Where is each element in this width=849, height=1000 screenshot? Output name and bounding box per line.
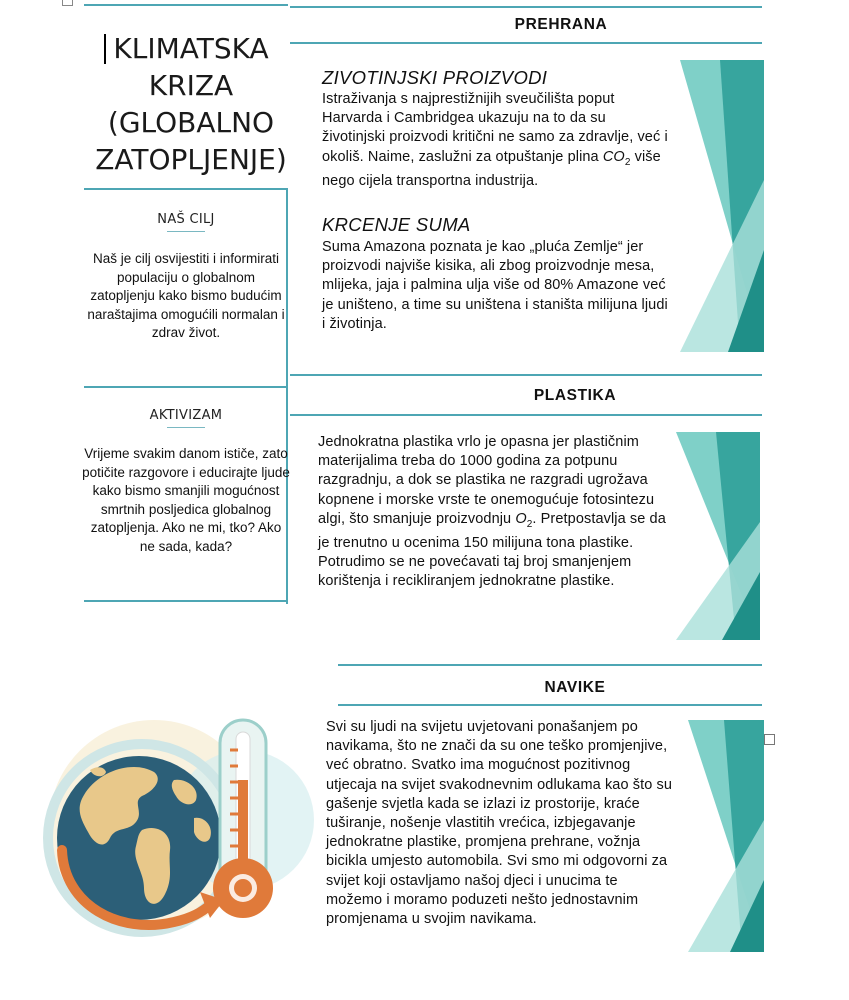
deforestation-subheading: KRCENJE SUMA [322, 214, 471, 235]
prehrana-top-rule [290, 6, 762, 8]
sidebar-top-rule [84, 4, 288, 6]
plastika-paragraph: Jednokratna plastika vrlo je opasna jer plastičnim materijalima treba do 1000 godina za potpunu razgradnju, a dok se plastika ne razgradi ugrožava kopnene i morske vrste te onemogućuje fotosintezu algi, što smanjuje proizvodnju $O_2$. Pretpostavlja se da je trenutno u ocenima 150 milijuna tona plastike. Potrudimo se ne povećavati taj broj smanjenjem korištenja i recikliranjem jednokratne plastike. [318, 434, 666, 590]
plastika-heading-rule [290, 414, 762, 416]
activism-text: Vrijeme svakim danom ističe, zato potičite razgovore i educirajte ljude kako bismo smanjili mogućnost smrtnih posljedica globalnog zatopljenja. Ako ne mi, tko? Ako ne sada, kada? [82, 446, 290, 554]
sidebar-rule-2 [84, 386, 288, 388]
resize-handle[interactable] [764, 734, 775, 745]
prehrana-paragraph-1: Istraživanja s najprestižnijih sveučilišta poput Harvarda i Cambridgea ukazuju na to da su životinjski proizvodi kritični ne samo za zdravlje, već i okoliš. Naime, zaslužni za otpuštanje plina $CO_2$ više nego cijela transportna industrija. [322, 91, 668, 189]
plastika-heading: PLASTIKA [533, 387, 617, 404]
prehrana-teal-decoration [680, 60, 764, 352]
prehrana-heading-rule [290, 42, 762, 44]
plastika-teal-decoration [676, 432, 760, 640]
prehrana-heading: PREHRANA [514, 16, 608, 33]
plastika-top-rule [290, 374, 762, 376]
activism-heading-underline [167, 427, 205, 428]
navike-heading-rule [338, 704, 762, 706]
prehrana-paragraph-2: Suma Amazona poznata je kao „pluća Zemlje“ jer proizvodi najviše kisika, ali zbog proizvodnje mesa, mlijeka, jaja i palmina ulja više od 80% Amazone već je uništeno, a time su uništena i staništa milijuna ljudi i životinja. [322, 239, 668, 332]
goal-heading-underline [167, 231, 205, 232]
anchor-marker [62, 0, 73, 6]
animal-products-subheading: ZIVOTINJSKI PROIZVODI [322, 67, 548, 88]
navike-teal-decoration [688, 720, 764, 952]
goal-text: Naš je cilj osvijestiti i informirati populaciju o globalnom zatopljenju kako bismo budućim naraštajima omogućili normalan i zdrav život. [87, 251, 285, 340]
navike-heading: NAVIKE [544, 679, 606, 696]
page-title[interactable]: KLIMATSKA KRIZA (GLOBALNO ZATOPLJENJE) [95, 32, 287, 176]
navike-top-rule [338, 664, 762, 666]
sidebar-rule-3 [84, 600, 288, 602]
goal-heading: NAŠ CILJ [157, 212, 215, 227]
activism-heading: AKTIVIZAM [149, 408, 223, 423]
sidebar-rule-1 [84, 188, 288, 190]
globe-thermometer-illustration [24, 700, 314, 950]
navike-paragraph: Svi su ljudi na svijetu uvjetovani ponašanjem po navikama, što ne znači da su one teško promjenjive, već obratno. Svatko ima mogućnost pozitivnog utjecaja na svijet svakodnevnim odlukama kao što su gašenje svjetla kada se izlazi iz prostorije, kraće tuširanje, nošenje vlastitih vrećica, izbjegavanje jednokratne plastike, promjena prehrane, vožnja bicikla umjesto automobila. Svi smo mi odgovorni za svijet koji ostavljamo našoj djeci i unucima te možemo i moramo poduzeti nešto jednostavnim promjenama u svojim navikama. [326, 719, 673, 928]
